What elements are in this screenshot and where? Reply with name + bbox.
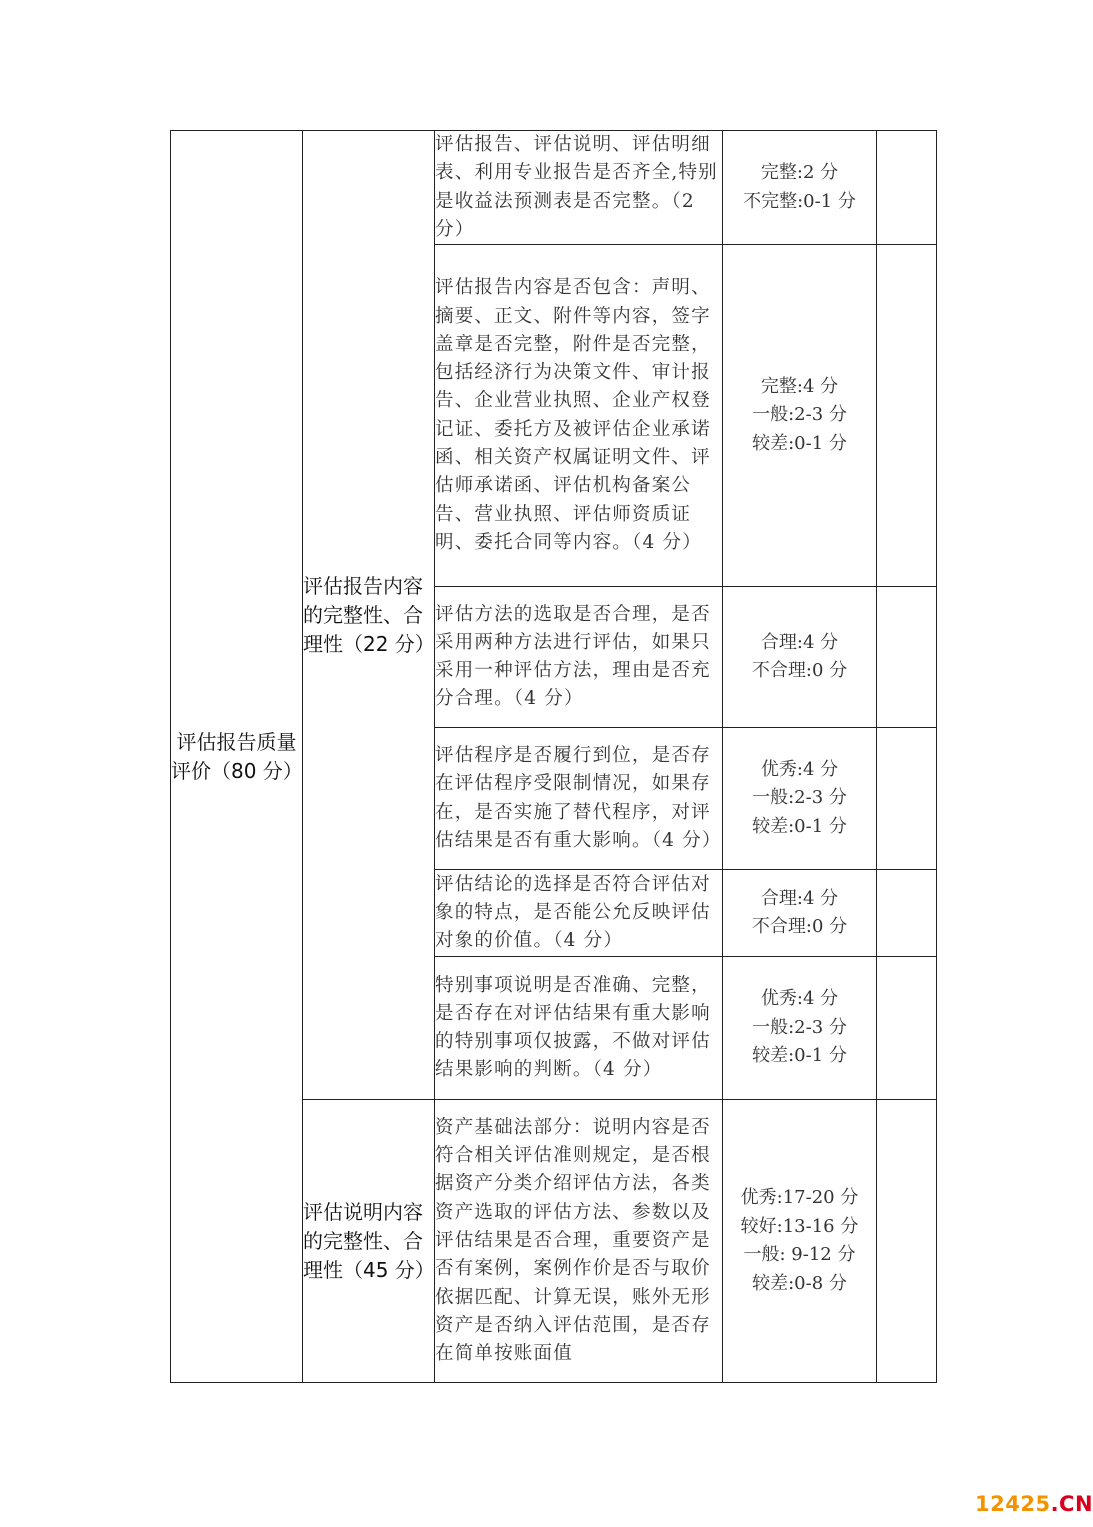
category-cell	[171, 131, 303, 1383]
score-line: 较差:0-1 分	[752, 1045, 847, 1067]
score-line: 较差:0-1 分	[752, 815, 847, 837]
watermark-number: 12425	[975, 1492, 1051, 1516]
criterion-cell: 资产基础法部分：说明内容是否符合相关评估准则规定，是否根据资产分类介绍评估方法，各类资产选取的评估方法、参数以及评估结果是否合理，重要资产是否有案例，案例作价是否与取价依据匹配、计算无误，账外无形资产是否纳入评估范围，是否存在简单按账面值	[435, 1100, 723, 1383]
group-cell-explanation	[303, 1100, 435, 1383]
evaluation-table	[170, 130, 937, 1383]
score-cell	[723, 1100, 877, 1383]
score-cell	[723, 957, 877, 1100]
criterion-cell: 评估报告内容是否包含：声明、摘要、正文、附件等内容，签字盖章是否完整，附件是否完整，包括经济行为决策文件、审计报告、企业营业执照、企业产权登记证、委托方及被评估企业承诺函、相关资产权属证明文件、评估师承诺函、评估机构备案公告、营业执照、评估师资质证明、委托合同等内容。（4 分）	[435, 245, 723, 587]
category-label: 评估报告质量评价（80 分）	[171, 729, 303, 783]
blank-cell	[877, 870, 937, 957]
blank-cell	[877, 1100, 937, 1383]
score-line: 优秀:4 分	[760, 758, 839, 780]
score-line: 一般:2-3 分	[752, 404, 847, 426]
blank-cell	[877, 131, 937, 245]
score-line: 不合理:0 分	[751, 916, 848, 938]
blank-cell	[877, 245, 937, 587]
blank-cell	[877, 957, 937, 1100]
score-line: 优秀:17-20 分	[740, 1187, 859, 1209]
score-cell	[723, 131, 877, 245]
criterion-cell: 特别事项说明是否准确、完整，是否存在对评估结果有重大影响的特别事项仅披露，不做对评估结果影响的判断。（4 分）	[435, 957, 723, 1100]
score-line: 一般:2-3 分	[752, 787, 847, 809]
criterion-cell: 评估结论的选择是否符合评估对象的特点，是否能公允反映评估对象的价值。（4 分）	[435, 870, 723, 957]
criterion-cell: 评估程序是否履行到位，是否存在评估程序受限制情况，如果存在，是否实施了替代程序，对评估结果是否有重大影响。（4 分）	[435, 728, 723, 870]
score-cell	[723, 587, 877, 728]
blank-cell	[877, 728, 937, 870]
score-line: 较好:13-16 分	[740, 1215, 859, 1237]
watermark-domain: .CN	[1050, 1492, 1093, 1516]
score-cell	[723, 870, 877, 957]
score-line: 较差:0-8 分	[752, 1272, 847, 1294]
criterion-cell: 评估方法的选取是否合理，是否采用两种方法进行评估，如果只采用一种评估方法，理由是否充分合理。（4 分）	[435, 587, 723, 728]
score-line: 不完整:0-1 分	[743, 190, 856, 212]
score-line: 完整:4 分	[760, 375, 839, 397]
group-label-explanation: 评估说明内容的完整性、合理性（45 分）	[303, 1199, 435, 1282]
score-line: 一般: 9-12 分	[743, 1244, 856, 1266]
group-label-report: 评估报告内容的完整性、合理性（22 分）	[303, 573, 435, 656]
table-row	[171, 131, 937, 245]
score-line: 优秀:4 分	[760, 988, 839, 1010]
criterion-cell: 评估报告、评估说明、评估明细表、利用专业报告是否齐全,特别是收益法预测表是否完整。（2 分）	[435, 131, 723, 245]
score-line: 不合理:0 分	[751, 660, 848, 682]
blank-cell	[877, 587, 937, 728]
score-line: 较差:0-1 分	[752, 432, 847, 454]
site-watermark	[975, 1492, 1093, 1516]
score-line: 合理:4 分	[760, 631, 839, 653]
group-cell-report	[303, 131, 435, 1100]
score-line: 一般:2-3 分	[752, 1016, 847, 1038]
score-cell	[723, 245, 877, 587]
score-line: 合理:4 分	[760, 887, 839, 909]
score-line: 完整:2 分	[760, 162, 839, 184]
score-cell	[723, 728, 877, 870]
